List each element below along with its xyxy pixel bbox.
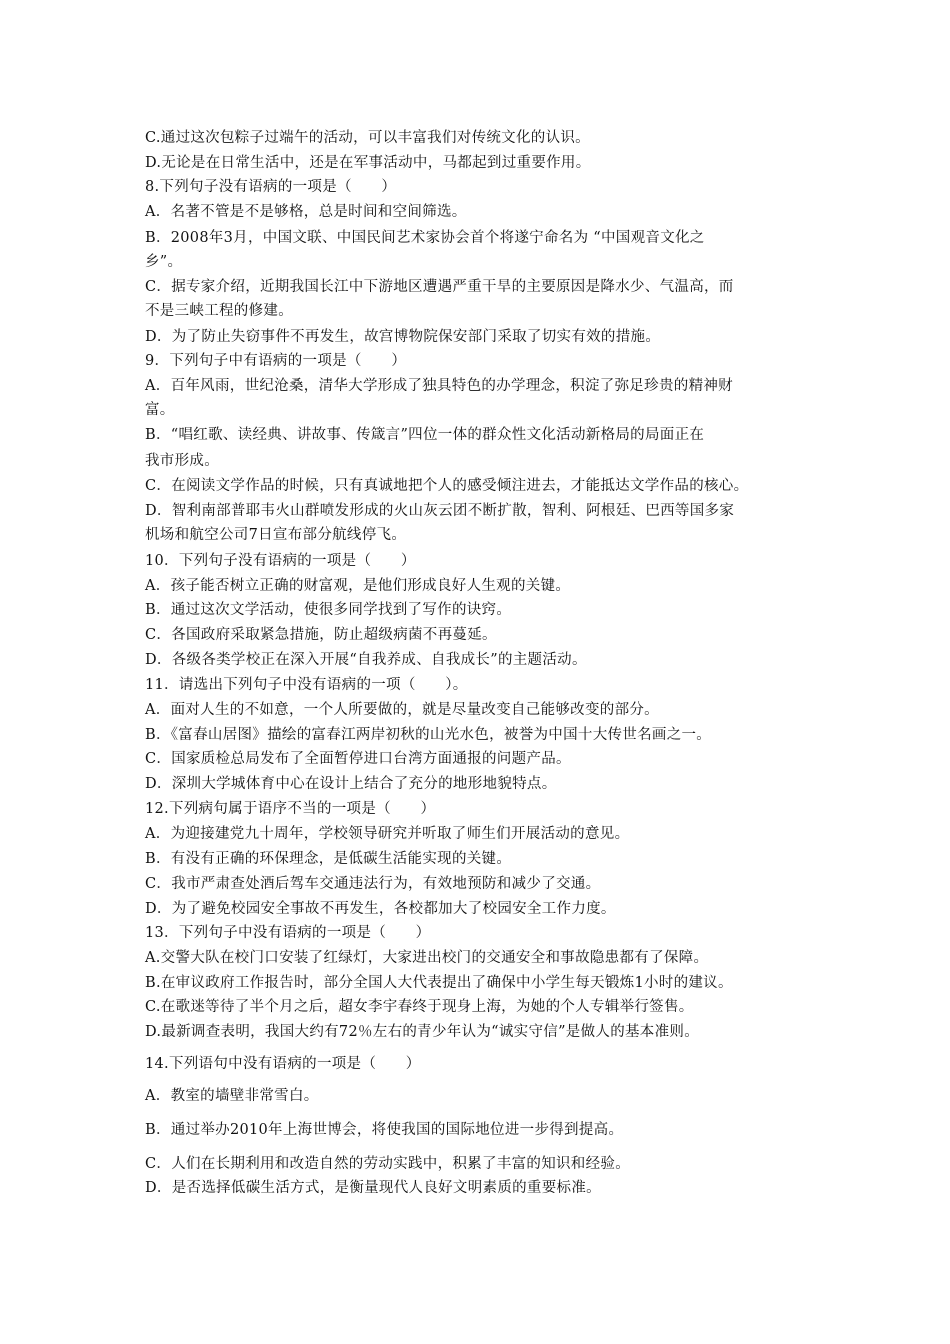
option-a-q8: A．名著不管是不是够格，总是时间和空间筛选。 (145, 204, 467, 220)
question-12: 12.下列病句属于语序不当的一项是（ ） (145, 801, 436, 817)
option-b-q10: B．通过这次文学活动，使很多同学找到了写作的诀窍。 (145, 602, 512, 618)
option-d-q10: D．各级各类学校正在深入开展“自我养成、自我成长”的主题活动。 (145, 652, 587, 668)
option-b-q9: B．“唱红歌、读经典、讲故事、传箴言”四位一体的群众性文化活动新格局的局面正在 (145, 427, 705, 443)
option-c-q8: C．据专家介绍，近期我国长江中下游地区遭遇严重干旱的主要原因是降水少、气温高，而 (145, 279, 734, 295)
option-a-q11: A．面对人生的不如意，一个人所要做的，就是尽量改变自己能够改变的部分。 (145, 702, 659, 718)
option-c-q10: C．各国政府采取紧急措施，防止超级病菌不再蔓延。 (145, 627, 497, 643)
option-b-q12: B．有没有正确的环保理念，是低碳生活能实现的关键。 (145, 851, 512, 867)
option-c-q14: C．人们在长期利用和改造自然的劳动实践中，积累了丰富的知识和经验。 (145, 1156, 630, 1172)
question-10: 10．下列句子没有语病的一项是（ ） (145, 553, 416, 569)
option-c-q7: C.通过这次包粽子过端午的活动，可以丰富我们对传统文化的认识。 (145, 130, 590, 146)
option-d-q12: D．为了避免校园安全事故不再发生，各校都加大了校园安全工作力度。 (145, 901, 616, 917)
option-a-q13: A.交警大队在校门口安装了红绿灯，大家进出校门的交通安全和事故隐患都有了保障。 (145, 950, 709, 966)
option-a-q9: A．百年风雨，世纪沧桑，清华大学形成了独具特色的办学理念，积淀了弥足珍贵的精神财 (145, 378, 733, 394)
option-b-q8: B．2008年3月，中国文联、中国民间艺术家协会首个将遂宁命名为 “中国观音文化之 (145, 230, 705, 246)
option-c-q11: C．国家质检总局发布了全面暂停进口台湾方面通报的问题产品。 (145, 751, 571, 767)
option-c-q8-cont: 不是三峡工程的修建。 (145, 303, 293, 319)
option-d-q13: D.最新调查表明，我国大约有72％左右的青少年认为“诚实守信”是做人的基本准则。 (145, 1024, 699, 1040)
option-d-q7: D.无论是在日常生活中，还是在军事活动中，马都起到过重要作用。 (145, 155, 591, 171)
option-a-q10: A．孩子能否树立正确的财富观，是他们形成良好人生观的关键。 (145, 578, 571, 594)
option-c-q13: C.在歌迷等待了半个月之后，超女李宇春终于现身上海，为她的个人专辑举行签售。 (145, 999, 694, 1015)
option-c-q12: C．我市严肃查处酒后驾车交通违法行为，有效地预防和减少了交通。 (145, 876, 601, 892)
option-b-q8-cont: 乡”。 (145, 254, 183, 270)
option-a-q14: A．教室的墙壁非常雪白。 (145, 1088, 319, 1104)
option-b-q11: B．《富春山居图》描绘的富春江两岸初秋的山光水色，被誉为中国十大传世名画之一。 (145, 727, 712, 743)
option-d-q9: D．智利南部普耶韦火山群喷发形成的火山灰云团不断扩散，智利、阿根廷、巴西等国多家 (145, 503, 735, 519)
option-b-q14: B．通过举办2010年上海世博会，将使我国的国际地位进一步得到提高。 (145, 1122, 624, 1138)
option-d-q14: D．是否选择低碳生活方式，是衡量现代人良好文明素质的重要标准。 (145, 1180, 601, 1196)
question-14: 14.下列语句中没有语病的一项是（ ） (145, 1056, 421, 1072)
option-a-q9-cont: 富。 (145, 402, 175, 418)
option-b-q9-cont: 我市形成。 (145, 453, 219, 469)
option-a-q12: A．为迎接建党九十周年，学校领导研究并听取了师生们开展活动的意见。 (145, 826, 630, 842)
option-d-q11: D．深圳大学城体育中心在设计上结合了充分的地形地貌特点。 (145, 776, 557, 792)
question-11: 11．请选出下列句子中没有语病的一项（ ）。 (145, 677, 468, 693)
question-9: 9．下列句子中有语病的一项是（ ） (145, 353, 407, 369)
option-c-q9: C．在阅读文学作品的时候，只有真诚地把个人的感受倾注进去，才能抵达文学作品的核心。 (145, 478, 749, 494)
option-d-q9-cont: 机场和航空公司7日宣布部分航线停飞。 (145, 527, 407, 543)
option-d-q8: D．为了防止失窃事件不再发生，故宫博物院保安部门采取了切实有效的措施。 (145, 329, 661, 345)
question-8: 8.下列句子没有语病的一项是（ ） (145, 179, 397, 195)
question-13: 13．下列句子中没有语病的一项是（ ） (145, 925, 431, 941)
option-b-q13: B.在审议政府工作报告时，部分全国人大代表提出了确保中小学生每天锻炼1小时的建议。 (145, 975, 733, 991)
